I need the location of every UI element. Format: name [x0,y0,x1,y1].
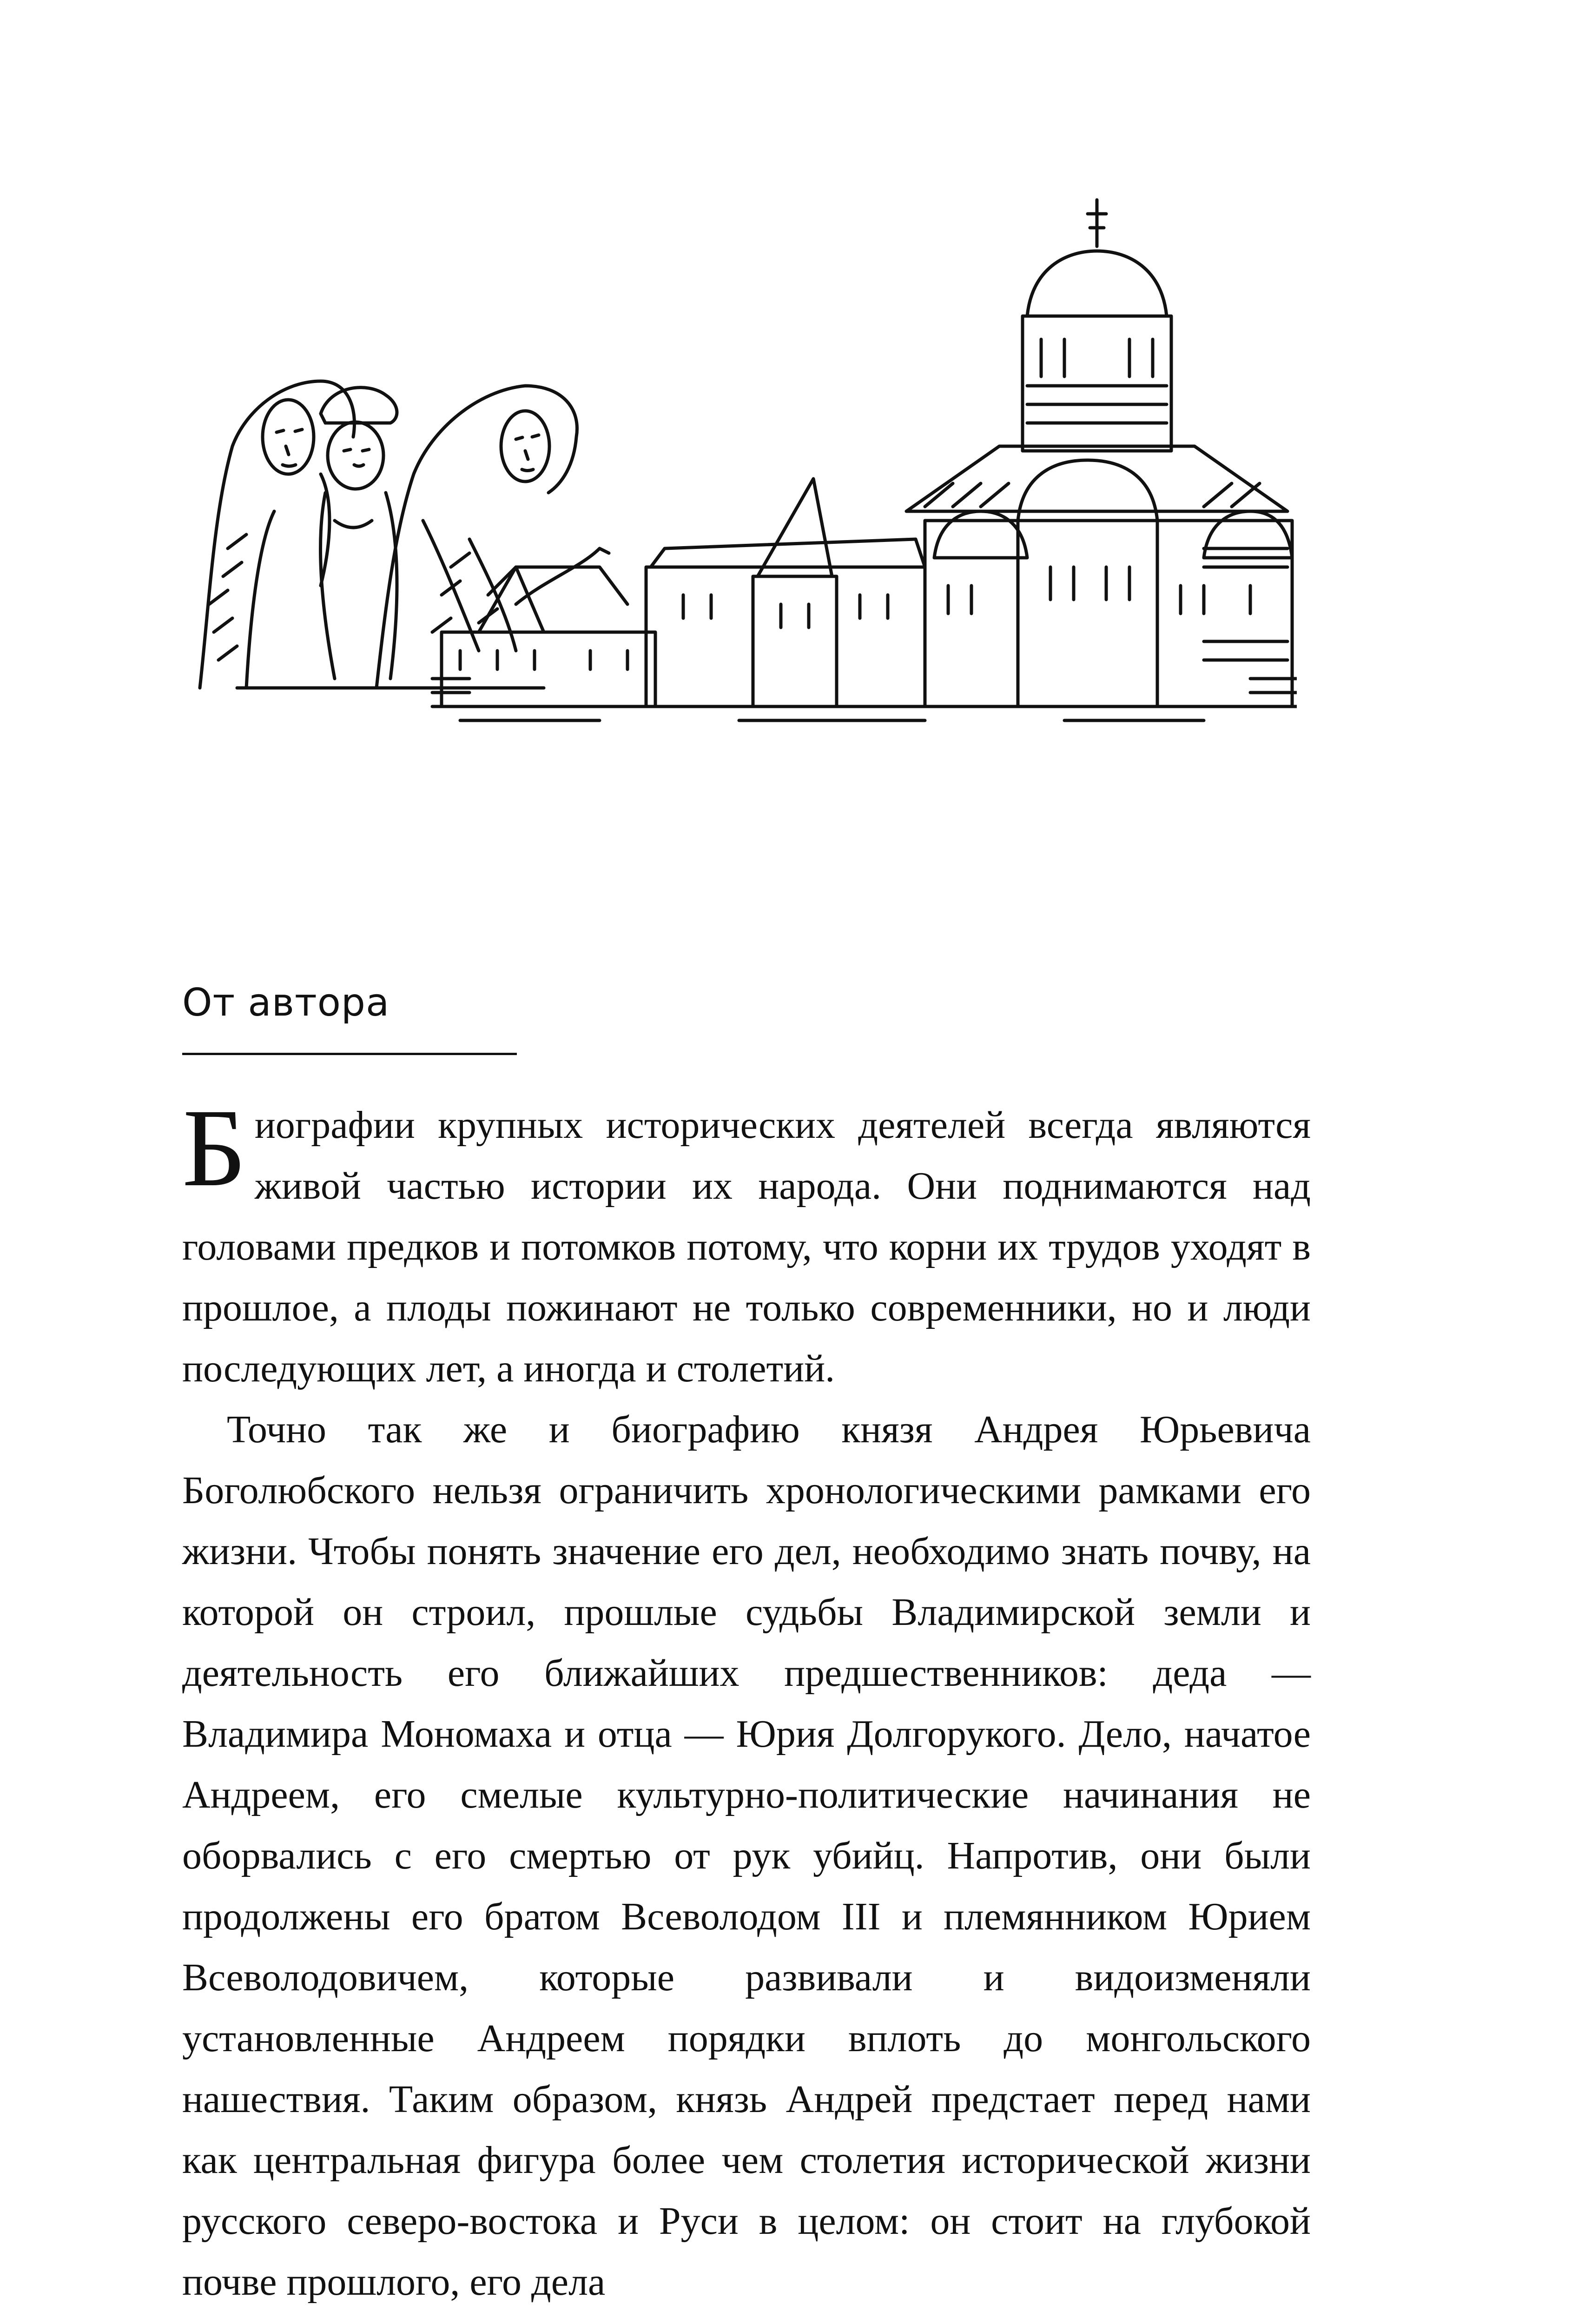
paragraph-1 [182,1086,1311,1399]
paragraph-2: Точно так же и биографию князя Андрея Юрьевича Боголюбского нельзя ограничить хронологическими рамками его жизни. Чтобы понять значение его дел, необходимо знать почву, на которой он строил, прошлые судьбы Владимирской земли и деятельность его ближайших предшественников: деда — Владимира Мономаха и отца — Юрия Долгорукого. Дело, начатое Андреем, его смелые культурно-политические начинания не оборвались с его смертью от рук убийц. Напротив, они были продолжены его братом Всеволодом III и племянником Юрием Всеволодовичем, которые развивали и видоизменяли установленные Андреем порядки вплоть до монгольского нашествия. Таким образом, князь Андрей предстает перед нами как центральная фигура более чем столетия исторической жизни русского северо-востока и Руси в целом: он стоит на глубокой почве прошлого, его дела [182,1408,1311,2304]
section-title: От автора [182,981,390,1025]
church-kremlin-drawing-icon [432,200,1297,720]
paragraph-1-text: иографии крупных исторических деятелей всегда являются живой частью истории их народа. Они поднимаются над головами предков и потомков потому, что корни их трудов уходят в прошлое, а плоды пожинают не только современники, но и люди последующих лет, а иногда и столетий. [182,1103,1311,1390]
title-underline [182,1053,517,1055]
header-illustration [181,186,1297,734]
body-text [182,1086,1311,2312]
drop-cap: Б [182,1086,246,1209]
three-figures-drawing-icon [200,381,609,688]
